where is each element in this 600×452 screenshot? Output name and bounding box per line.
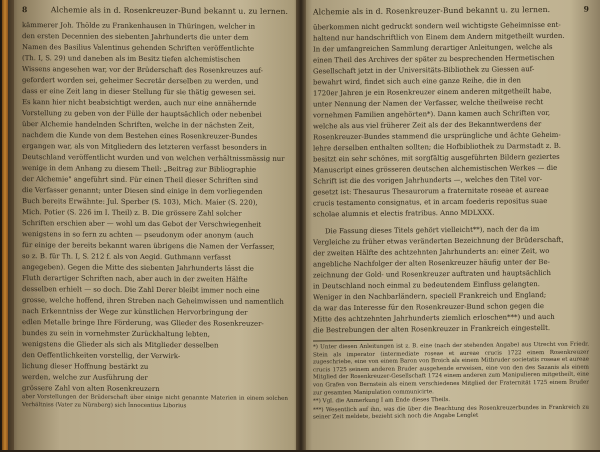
text-line: dass er eine Zeit lang in dieser Stellung für sie thätig gewesen sei. bbox=[22, 87, 256, 97]
text-line: Rosenkreuzer-Bundes stammend die ursprüngliche und ächte Geheim- bbox=[313, 130, 561, 142]
text-line: den Oeffentlichkeiten vorstellig, der Verwirk- bbox=[22, 351, 181, 361]
footnote: *) Unter diesen Anleitungen ist z. B. eine (nach der stehenden Angabe) aus Utrecht von Friedr. Stein als imperator (intermediate roseae et aureae crucis 1722 einem Rosenkreuzer zugeschriebe, eine von einem Baron von Broich als einem Mitbruder societatis roseae et aureae crucis 1725 seinem anderen Bruder ausgehende erweisen, eine von den des Sazanis als einem Mitglied der Rosenkreuzer-Gesellschaft 1724 einem anderen zum Manipulieren mitgetheilt, eine von Grafen von Bernstein als einem verschiedenes Mitglied der Fraternität 1725 einem Bruder zur gesamten Manipulation communicirte. bbox=[313, 341, 589, 397]
text-line: lichung dieser Hoffnung bestärkt zu bbox=[22, 362, 149, 371]
text-line: grosse, welche hoffend, ihren Streben nach Geheimwissen und namentlich bbox=[22, 296, 284, 306]
text-line: Die Fassung dieses Titels gehört vielleicht**), nach der da im bbox=[325, 225, 540, 236]
text-line: haltend nur handschriftlich von Einem dem Andern mitgetheilt wurden. bbox=[313, 31, 565, 43]
text-line: Es kann hier nicht beabsichtigt werden, auch nur eine annähernde bbox=[22, 98, 257, 108]
footnote: **) Vgl. die Anmerkung I am Ende dieses Theils. bbox=[313, 397, 451, 405]
text-line: grössere Zahl von alten Rosenkreuzern bbox=[22, 384, 160, 394]
text-line: nachdem die Kunde von dem Bestehen eines Rosenkreuzer-Bundes bbox=[22, 131, 258, 141]
right-page-body bbox=[305, 15, 597, 220]
text-line: die Verfasser genannt; unter Diesen sind einige in dem vorliegenden bbox=[22, 186, 263, 196]
left-running-head: Alchemie als in d. Rosenkreuzer-Bund bekannt u. zu lernen. bbox=[50, 5, 288, 16]
text-line: überkommen nicht gedruckt sondern weil wichtigste Geheimnisse ent- bbox=[313, 20, 561, 32]
right-page-paragraph-2 bbox=[305, 219, 597, 336]
text-line: welche als aus viel früherer Zeit als der des Bekanntwerdens der bbox=[313, 120, 542, 131]
text-line: gesetzt ist: Thesaurus Thesaurorum a fraternitate roseae et aureae bbox=[313, 185, 549, 197]
text-line: wenige in dem Anhang zu diesem Theil: „Beitrag zur Bibliographie bbox=[22, 164, 257, 174]
text-line: da war das Interesse für den Rosenkreuzer-Bund schon gegen die bbox=[313, 302, 544, 313]
right-page-number: 9 bbox=[583, 4, 589, 14]
right-page-footnotes bbox=[305, 341, 597, 422]
text-line: scholae alumnis et electis fratribus. Anno MDLXXX. bbox=[313, 208, 495, 219]
text-line: für einige der bereits bekannt waren übrigens die Namen der Verfasser, bbox=[22, 241, 275, 251]
text-line: (Th. I, S. 29) und daneben als im Besitz tiefen alchemistischen bbox=[22, 54, 241, 64]
text-line: besitzt ein sehr schönes, mit sorgfältig ausgeführten Bildern geziertes bbox=[313, 152, 560, 164]
text-line: die Bestrebungen der alten Rosenkreuzer in Frankreich eingestellt. bbox=[313, 323, 551, 335]
text-line: so z. B. für Th. I, S. 212 f. als von Aegid. Guthmann verfasst bbox=[22, 252, 231, 262]
left-page-header bbox=[14, 0, 296, 18]
text-line: ergangen war, als von Mitgliedern des letzteren verfasst besonders in bbox=[22, 142, 267, 152]
text-line: Mich. Potier (S. 226 im I. Theil) z. B. Die grössere Zahl solcher bbox=[22, 208, 242, 218]
right-page bbox=[305, 0, 597, 452]
text-line: bundes zu sein in vornehmster Zurückhaltung lebten, bbox=[22, 329, 210, 339]
text-line: Namen des Basilius Valentinus gehenden Schriften veröffentlichte bbox=[22, 43, 255, 53]
text-line: der Alchemie" angeführt sind. Für einen Theil dieser Schriften sind bbox=[22, 175, 259, 185]
text-line: nach Erkenntniss der Wege zur künstlichen Hervorbringung der bbox=[22, 307, 248, 317]
text-line: gefordert worden sei, geheimer Secretär derselben zu werden, und bbox=[22, 76, 259, 86]
text-line: Gesellschaft jetzt in der Universitäts-Bibliothek zu Giessen auf- bbox=[313, 65, 535, 76]
text-line: in Deutschland noch einmal zu bedeutendem Einfluss gelangten. bbox=[313, 280, 540, 291]
text-line: Vorstellung zu geben von der Fülle der hauptsächlich oder nebenbei bbox=[22, 109, 262, 119]
right-running-head: Alchemie als in d. Rosenkreuzer-Bund bekannt u. zu lernen. bbox=[313, 4, 551, 17]
text-line: wenigstens die Glieder als sich als Mitglieder desselben bbox=[22, 340, 219, 350]
text-line: Buch bereits Erwähnte: Jul. Sperber (S. 103), Mich. Maier (S. 220), bbox=[22, 197, 258, 207]
text-line: Deutschland veröffentlicht wurden und von welchen verhältnissmässig nur bbox=[22, 153, 285, 163]
text-line: Schriften erschien aber — wohl um das Gebot der Verschwiegenheit bbox=[22, 219, 262, 229]
left-page-body bbox=[14, 16, 296, 396]
text-line: edlen Metalle bringe Ihre Förderung, was Glieder des Rosenkreuzer- bbox=[22, 318, 264, 328]
text-line: 1720er Jahren je ein Rosenkreuzer einem anderen mitgetheilt habe, bbox=[313, 86, 552, 98]
text-line: angebliche Nachfolger der alten Rosenkreuzer häufig unter der Be- bbox=[313, 257, 550, 269]
left-page bbox=[14, 0, 296, 451]
text-line: wenigstens in so fern zu achten — pseudonym oder anonym (auch bbox=[22, 230, 254, 240]
left-page-footnote bbox=[14, 394, 296, 411]
cover-edge bbox=[2, 0, 8, 450]
text-line: zeichnung der Gold- und Rosenkreuzer auftraten und hauptsächlich bbox=[313, 268, 551, 280]
text-line: Wissens angesehen war, vor der Brüderschaft des Rosenkreuzes auf- bbox=[22, 65, 263, 75]
text-line: den ersten Decennien des siebenten Jahrhunderts die unter dem bbox=[22, 32, 249, 42]
left-page-number: 8 bbox=[22, 5, 28, 15]
text-line: kämmerer Joh. Thölde zu Frankenhausen in Thüringen, welcher in bbox=[22, 21, 256, 31]
text-line: der zweiten Hälfte des achtzehnten Jahrhunderts an: einer Zeit, wo bbox=[313, 246, 550, 258]
footnote-rule bbox=[313, 340, 393, 342]
text-line: crucis testamento consignatus, et in arcam foederis repositus suae bbox=[313, 196, 548, 208]
text-line: desselben erhielt — so doch. Die Zahl Derer bleibt immer noch eine bbox=[22, 285, 260, 295]
text-line: werden, welche zur Ausführung der bbox=[22, 373, 148, 382]
text-line: Manuscript eines grösseren deutschen alchemistischen Werkes — die bbox=[313, 163, 558, 175]
text-line: In der umfangreichen Sammlung derartiger Anleitungen, welche als bbox=[313, 42, 553, 54]
text-line: einen Theil des Archives der später zu besprechenden Hermetischen bbox=[313, 53, 555, 65]
text-line: vornehmen Familien angehörten*). Dann kamen auch Schriften vor, bbox=[313, 108, 551, 120]
text-line: angegeben). Gegen die Mitte des siebenten Jahrhunderts lässt die bbox=[22, 263, 254, 273]
text-line: Schrift ist die des vorigen Jahrhunderts —, welches den Titel vor- bbox=[313, 175, 543, 186]
text-line: Mitte des achtzehnten Jahrhunderts ziemlich erloschen***) und auch bbox=[313, 312, 555, 324]
text-line: Vergleiche zu früher etwas veränderten Bezeichnung der Brüderschaft, bbox=[313, 235, 564, 247]
text-line: lehre derselben enthalten sollten; die Hofbibliothek zu Darmstadt z. B. bbox=[313, 141, 561, 153]
left-footnote-text: aber Vorstellungen der Brüderschaft über einige nicht genannte Materien in einem solchen Verhältniss (Vater zu Nürnberg) sich Innocentius Liborius bbox=[22, 394, 288, 409]
text-line: Weniger in den Nachbarländern, speciell Frankreich und England; bbox=[313, 291, 547, 302]
text-line: über Alchemie handelnden Schriften, welche in der nächsten Zeit, bbox=[22, 120, 255, 130]
text-line: unter Nennung der Namen der Verfasser, welche theilweise recht bbox=[313, 98, 544, 109]
footnote: ***) Wesentlich auf ihn, was die über die Beachtung des Rosenkreuzerbundes in Frankreich zu seiner Zeit meldete, bezieht sich noch die Angabe Lenglet bbox=[313, 404, 589, 421]
text-line: bewahrt wird, findet sich auch eine ganze Reihe, die in den bbox=[313, 76, 521, 87]
text-line: Fluth derartiger Schriften nach, aber auch in der zweiten Hälfte bbox=[22, 274, 248, 284]
